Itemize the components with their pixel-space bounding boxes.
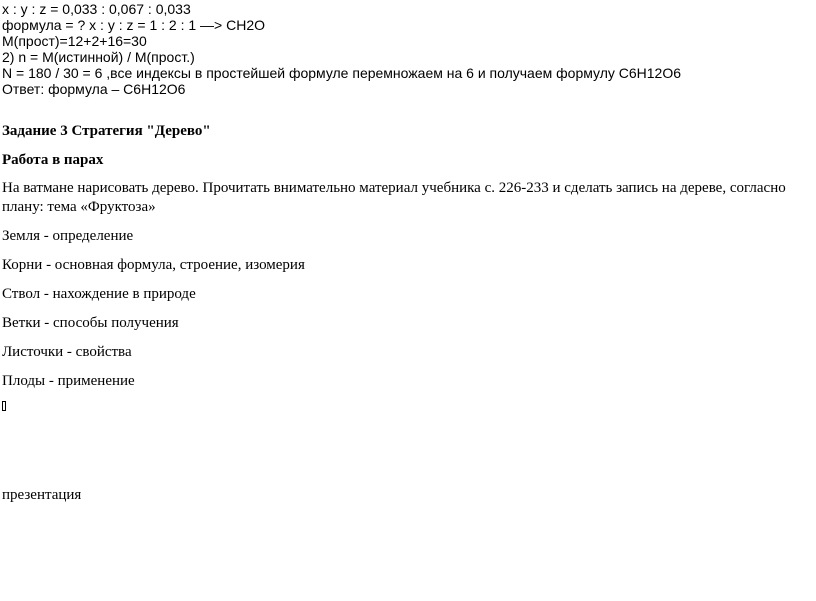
task-subtitle: Работа в парах	[2, 152, 104, 168]
ratio-line: x : y : z = 0,033 : 0,067 : 0,033	[2, 1, 191, 17]
n-ratio-line: 2) n = M(истинной) / M(прост.)	[2, 49, 195, 65]
plan-item-fruits: Плоды - применение	[2, 373, 135, 389]
n-result-line: N = 180 / 30 = 6 ,все индексы в простейшей формуле перемножаем на 6 и получаем формулу C6H12O6	[2, 65, 682, 81]
molar-mass-line: M(прост)=12+2+16=30	[2, 33, 147, 49]
formula-line: формула = ? x : y : z = 1 : 2 : 1 —> CH2O	[2, 17, 265, 33]
answer-line: Ответ: формула – C6H12O6	[2, 81, 186, 97]
presentation-label: презентация	[2, 487, 82, 503]
plan-item-earth: Земля - определение	[2, 228, 134, 244]
plan-item-trunk: Ствол - нахождение в природе	[2, 286, 196, 302]
task-instruction: На ватмане нарисовать дерево. Прочитать внимательно материал учебника с. 226-233 и сделать запись на дереве, согласно плану: тема «Фруктоза»	[2, 180, 786, 215]
task-title: Задание 3 Стратегия "Дерево"	[2, 123, 211, 139]
plan-item-leaves: Листочки - свойства	[2, 344, 132, 360]
plan-item-branches: Ветки - способы получения	[2, 315, 179, 331]
missing-glyph-icon	[2, 401, 6, 411]
plan-item-roots: Корни - основная формула, строение, изомерия	[2, 257, 305, 273]
